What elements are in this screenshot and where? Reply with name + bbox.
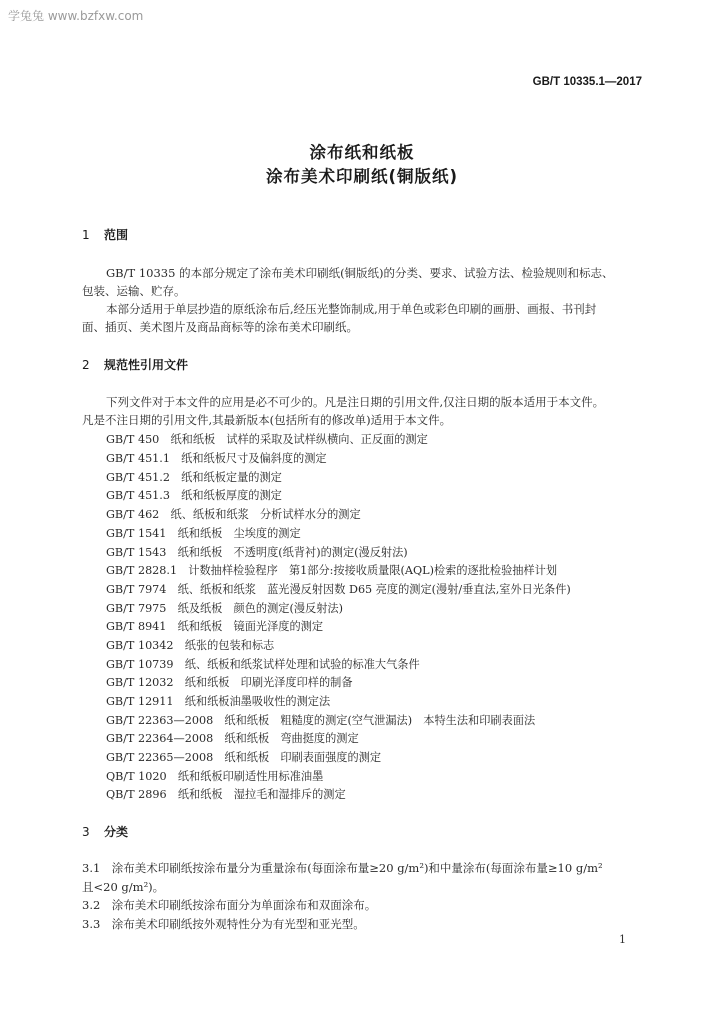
- paragraph-line: 本部分适用于单层抄造的原纸涂布后,经压光整饰制成,用于单色或彩色印刷的画册、画报、书刊封: [106, 302, 597, 316]
- clause-line: 3.3 涂布美术印刷纸按外观特性分为有光型和亚光型。: [82, 917, 365, 931]
- reference-item: GB/T 450 纸和纸板 试样的采取及试样纵横向、正反面的测定: [106, 433, 428, 446]
- reference-item: GB/T 462 纸、纸板和纸浆 分析试样水分的测定: [106, 508, 361, 521]
- section-title: 规范性引用文件: [104, 358, 189, 372]
- reference-item: GB/T 7974 纸、纸板和纸浆 蓝光漫反射因数 D65 亮度的测定(漫射/垂直法,室外日光条件): [106, 583, 571, 596]
- section-number: 2: [82, 358, 90, 372]
- reference-item: GB/T 10739 纸、纸板和纸浆试样处理和试验的标准大气条件: [106, 658, 420, 671]
- reference-item: GB/T 10342 纸张的包装和标志: [106, 639, 275, 652]
- reference-item: GB/T 22363—2008 纸和纸板 粗糙度的测定(空气泄漏法) 本特生法和印刷表面法: [106, 714, 536, 727]
- clause-line: 且<20 g/m²)。: [82, 880, 165, 894]
- section-title: 范围: [104, 228, 129, 242]
- watermark: 学兔兔 www.bzfxw.com: [8, 9, 144, 23]
- reference-item: GB/T 22365—2008 纸和纸板 印刷表面强度的测定: [106, 751, 382, 764]
- section-1-heading: [82, 226, 128, 243]
- reference-item: GB/T 1543 纸和纸板 不透明度(纸背衬)的测定(漫反射法): [106, 546, 408, 559]
- reference-item: GB/T 12032 纸和纸板 印刷光泽度印样的制备: [106, 676, 353, 689]
- reference-item: GB/T 8941 纸和纸板 镜面光泽度的测定: [106, 620, 324, 633]
- reference-item: QB/T 2896 纸和纸板 湿拉毛和湿排斥的测定: [106, 788, 346, 801]
- document-subtitle: 涂布美术印刷纸(铜版纸): [265, 167, 459, 186]
- paragraph-line: 面、插页、美术图片及商品商标等的涂布美术印刷纸。: [82, 320, 358, 334]
- paragraph-line: 凡是不注日期的引用文件,其最新版本(包括所有的修改单)适用于本文件。: [82, 413, 452, 427]
- paragraph-line: 下列文件对于本文件的应用是必不可少的。凡是注日期的引用文件,仅注日期的版本适用于本文件。: [106, 395, 605, 409]
- reference-item: GB/T 22364—2008 纸和纸板 弯曲挺度的测定: [106, 732, 359, 745]
- reference-item: GB/T 451.2 纸和纸板定量的测定: [106, 471, 282, 484]
- reference-item: GB/T 451.1 纸和纸板尺寸及偏斜度的测定: [106, 452, 327, 465]
- reference-item: GB/T 2828.1 计数抽样检验程序 第1部分:按接收质量限(AQL)检索的逐批检验抽样计划: [106, 564, 558, 577]
- reference-item: GB/T 12911 纸和纸板油墨吸收性的测定法: [106, 695, 331, 708]
- clause-line: 3.1 涂布美术印刷纸按涂布量分为重量涂布(每面涂布量≥20 g/m²)和中量涂布(每面涂布量≥10 g/m²: [82, 861, 603, 875]
- section-3-heading: [82, 823, 128, 840]
- paragraph-line: GB/T 10335 的本部分规定了涂布美术印刷纸(铜版纸)的分类、要求、试验方法、检验规则和标志、: [106, 266, 614, 280]
- reference-item: GB/T 1541 纸和纸板 尘埃度的测定: [106, 527, 301, 540]
- clause-line: 3.2 涂布美术印刷纸按涂布面分为单面涂布和双面涂布。: [82, 898, 377, 912]
- reference-item: GB/T 7975 纸及纸板 颜色的测定(漫反射法): [106, 602, 343, 615]
- section-number: 1: [82, 228, 90, 242]
- reference-item: QB/T 1020 纸和纸板印刷适性用标准油墨: [106, 770, 324, 783]
- section-2-heading: [82, 356, 188, 373]
- reference-item: GB/T 451.3 纸和纸板厚度的测定: [106, 489, 282, 502]
- page-number: 1: [619, 933, 626, 946]
- standard-code: GB/T 10335.1—2017: [532, 76, 642, 88]
- paragraph-line: 包装、运输、贮存。: [82, 284, 186, 298]
- section-title: 分类: [104, 825, 129, 839]
- section-number: 3: [82, 825, 90, 839]
- document-title: 涂布纸和纸板: [309, 143, 415, 162]
